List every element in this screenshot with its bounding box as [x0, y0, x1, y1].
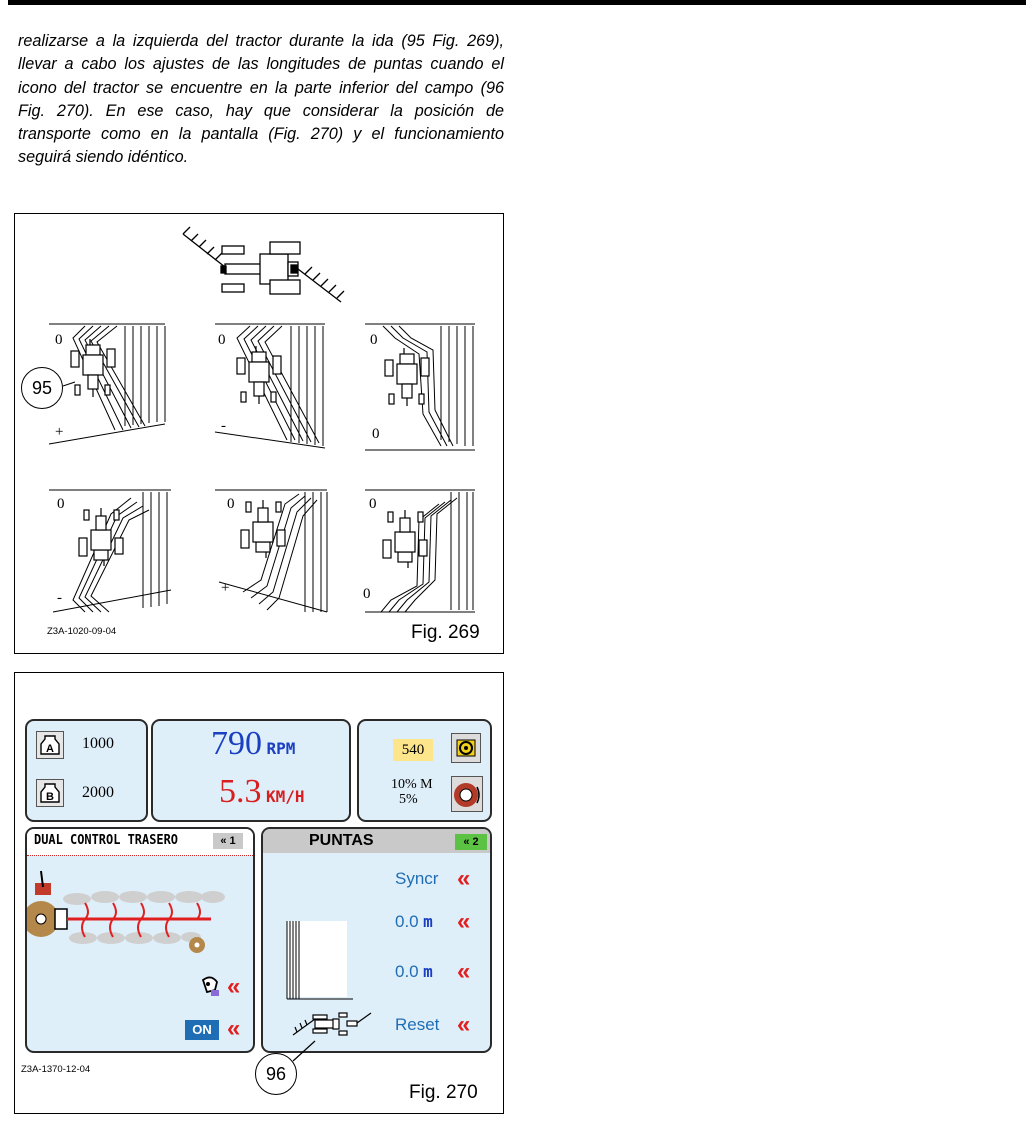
figure-270: [14, 672, 504, 1114]
hand-control-chevron-icon[interactable]: «: [227, 973, 241, 1000]
memory-a-button[interactable]: [36, 731, 64, 759]
wheel-slip-icon: [452, 777, 482, 811]
mark-r2c1-bottom: -: [57, 590, 62, 606]
engine-b-icon: [37, 780, 63, 806]
pto-icon: [452, 734, 480, 762]
slip-line-2: 5%: [399, 792, 418, 807]
mark-r1c2-bottom: -: [221, 418, 226, 434]
menu-syncr: Syncr: [395, 869, 439, 888]
figure-label: Fig. 269: [411, 622, 480, 643]
slip-button[interactable]: [451, 776, 483, 812]
rpm-unit: RPM: [266, 739, 296, 758]
body-paragraph: realizarse a la izquierda del tractor durante la ida (95 Fig. 269), llevar a cabo los ajustes de las longitudes de puntas cuando el icono del tractor se encuentre en la parte inferior del campo (96 Fig. 270). En ese caso, hay que considerar la posición de transporte como en la pantalla (Fig. 270) y el funcionamiento seguirá siendo idéntico.: [18, 32, 504, 167]
tractor-icon: [79, 508, 123, 566]
figure-269: [14, 213, 504, 654]
speed-unit: KM/H: [265, 787, 305, 806]
mark-r2c1-top: 0: [57, 496, 65, 512]
rpm-speed-panel: [151, 719, 351, 822]
on-chevron-icon[interactable]: «: [227, 1015, 241, 1042]
length-1-value: 0.0: [395, 912, 419, 931]
memory-a-value: 1000: [82, 735, 114, 752]
figure-code: Z3A-1370-12-04: [21, 1064, 91, 1075]
syncr-chevron-icon[interactable]: «: [457, 865, 471, 892]
dual-control-title: DUAL CONTROL TRASERO: [34, 833, 179, 848]
mark-r1c2-top: 0: [218, 332, 226, 348]
slip-line-1: 10% M: [391, 777, 433, 792]
field-pattern-diagram: [15, 214, 503, 653]
memory-b-value: 2000: [82, 784, 114, 801]
puntas-title: PUNTAS: [309, 832, 374, 849]
length-1-chevron-icon[interactable]: «: [457, 908, 471, 935]
length-1-unit: m: [423, 912, 433, 931]
length-2-value: 0.0: [395, 962, 419, 981]
mark-r1c3-top: 0: [370, 332, 378, 348]
rpm-value: 790: [211, 725, 262, 762]
mark-r2c2-bottom: +: [221, 580, 230, 596]
callout-95: 95: [21, 367, 63, 409]
double-chevron-icon: «: [220, 835, 227, 847]
figure-label: Fig. 270: [409, 1082, 478, 1103]
double-chevron-icon: «: [463, 836, 470, 848]
tractor-icon: [385, 348, 429, 406]
pattern-r1c3: [365, 324, 475, 450]
mark-r1c3-bottom: 0: [372, 426, 380, 442]
mark-r1c1-top: 0: [55, 332, 63, 348]
hand-control-icon: [197, 974, 223, 1000]
mark-r1c1-bottom: +: [55, 424, 64, 440]
callout-96: 96: [255, 1053, 297, 1095]
reset-chevron-icon[interactable]: «: [457, 1011, 471, 1038]
dual-control-header: [27, 829, 253, 856]
engine-a-icon: [37, 732, 63, 758]
menu-length-1: [395, 912, 433, 932]
nav-tag-1[interactable]: [213, 833, 243, 849]
length-2-chevron-icon[interactable]: «: [457, 958, 471, 985]
speed-value: 5.3: [219, 773, 262, 810]
pattern-r2c1: [49, 490, 171, 612]
figure-code: Z3A-1020-09-04: [47, 626, 117, 637]
memory-b-letter: B: [46, 791, 54, 803]
dual-control-panel: [25, 827, 255, 1053]
puntas-panel: [261, 827, 492, 1053]
memory-b-button[interactable]: [36, 779, 64, 807]
pto-value: 540: [393, 739, 433, 761]
top-rule: [8, 0, 1026, 5]
mark-r2c2-top: 0: [227, 496, 235, 512]
tractor-small-icon: [293, 1013, 371, 1035]
mark-r2c3-bottom: 0: [363, 586, 371, 602]
nav-tag-1-number: 1: [229, 835, 236, 847]
pto-slip-panel: [357, 719, 492, 822]
tractor-top-icon: [183, 227, 344, 302]
pto-button[interactable]: [451, 733, 481, 763]
menu-reset: Reset: [395, 1015, 440, 1034]
tractor-icon: [237, 346, 281, 404]
menu-length-2: [395, 962, 433, 982]
terminal-screen: [22, 717, 495, 1055]
tractor-icon: [383, 510, 427, 568]
on-badge: ON: [185, 1020, 219, 1040]
plough-illustration: [27, 859, 253, 989]
mark-r2c3-top: 0: [369, 496, 377, 512]
memory-a-letter: A: [46, 743, 54, 755]
pattern-r1c1: [49, 324, 165, 444]
nav-tag-2[interactable]: [455, 834, 487, 850]
length-2-unit: m: [423, 962, 433, 981]
headland-diagram: [263, 865, 383, 1045]
pattern-r1c2: [215, 324, 325, 448]
nav-tag-2-number: 2: [472, 836, 479, 848]
memory-panel: [25, 719, 148, 822]
puntas-header: [263, 829, 490, 853]
